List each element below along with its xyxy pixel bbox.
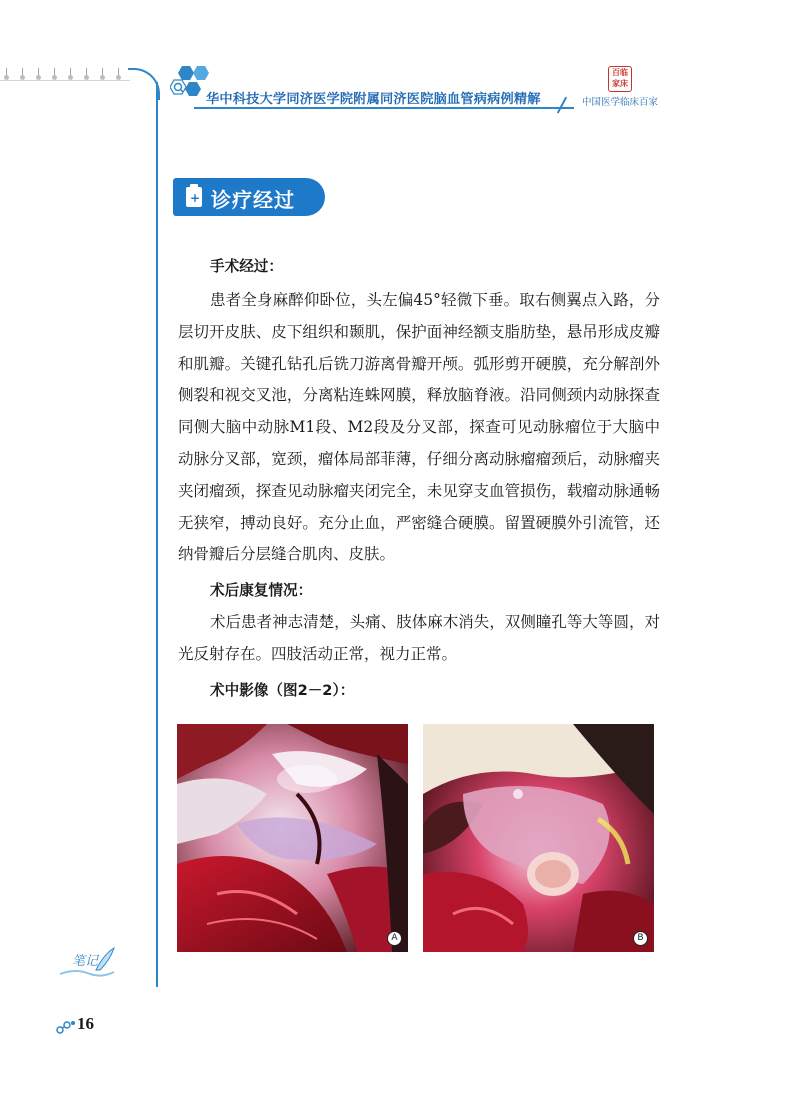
clipboard-icon: + — [186, 187, 202, 207]
main-content — [178, 250, 660, 707]
figure-label-a: A — [387, 931, 402, 946]
surgery-paragraph: 患者全身麻醉仰卧位，头左偏45°轻微下垂。取右侧翼点入路，分层切开皮肤、皮下组织和颞肌，保护面神经额支脂肪垫，悬吊形成皮瓣和肌瓣。关键孔钻孔后铣刀游离骨瓣开颅。弧形剪开硬膜，充分解剖外侧裂和视交叉池，分离粘连蛛网膜，释放脑脊液。沿同侧颈内动脉探查同侧大脑中动脉M1段、M2段及分叉部，探查可见动脉瘤位于大脑中动脉分叉部，宽颈，瘤体局部菲薄，仔细分离动脉瘤瘤颈后，动脉瘤夹夹闭瘤颈，探查见动脉瘤夹闭完全，未见穿支血管损伤，载瘤动脉通畅无狭窄，搏动良好。充分止血，严密缝合硬膜。留置硬膜外引流管，还纳骨瓣后分层缝合肌肉、皮肤。 — [178, 291, 660, 564]
binding-pins — [0, 68, 130, 80]
notes-label: 笔记 — [72, 954, 99, 969]
binding-line — [0, 80, 130, 81]
recovery-heading: 术后康复情况： — [210, 582, 313, 600]
header-rule — [194, 107, 574, 109]
figure-b-intraoperative-image — [423, 724, 654, 952]
margin-rule — [156, 82, 158, 987]
imaging-heading: 术中影像（图2－2）： — [210, 681, 355, 699]
section-banner — [177, 178, 325, 216]
header-slash — [557, 97, 567, 114]
page-number: 16 — [77, 1014, 94, 1033]
figure-label-b: B — [633, 931, 648, 946]
section-title: 诊疗经过 — [211, 188, 295, 212]
molecule-icon — [56, 1020, 76, 1034]
surgery-heading: 手术经过： — [210, 258, 283, 275]
series-seal-icon: 百临 家床 — [608, 66, 632, 92]
recovery-paragraph: 术后患者神志清楚，头痛、肢体麻木消失，双侧瞳孔等大等圆，对光反射存在。四肢活动正常，视力正常。 — [178, 613, 660, 663]
figure-a-intraoperative-image — [177, 724, 408, 952]
running-header-title: 华中科技大学同济医学院附属同济医院脑血管病病例精解 — [206, 92, 541, 107]
series-name: 中国医学临床百家 — [582, 97, 659, 108]
